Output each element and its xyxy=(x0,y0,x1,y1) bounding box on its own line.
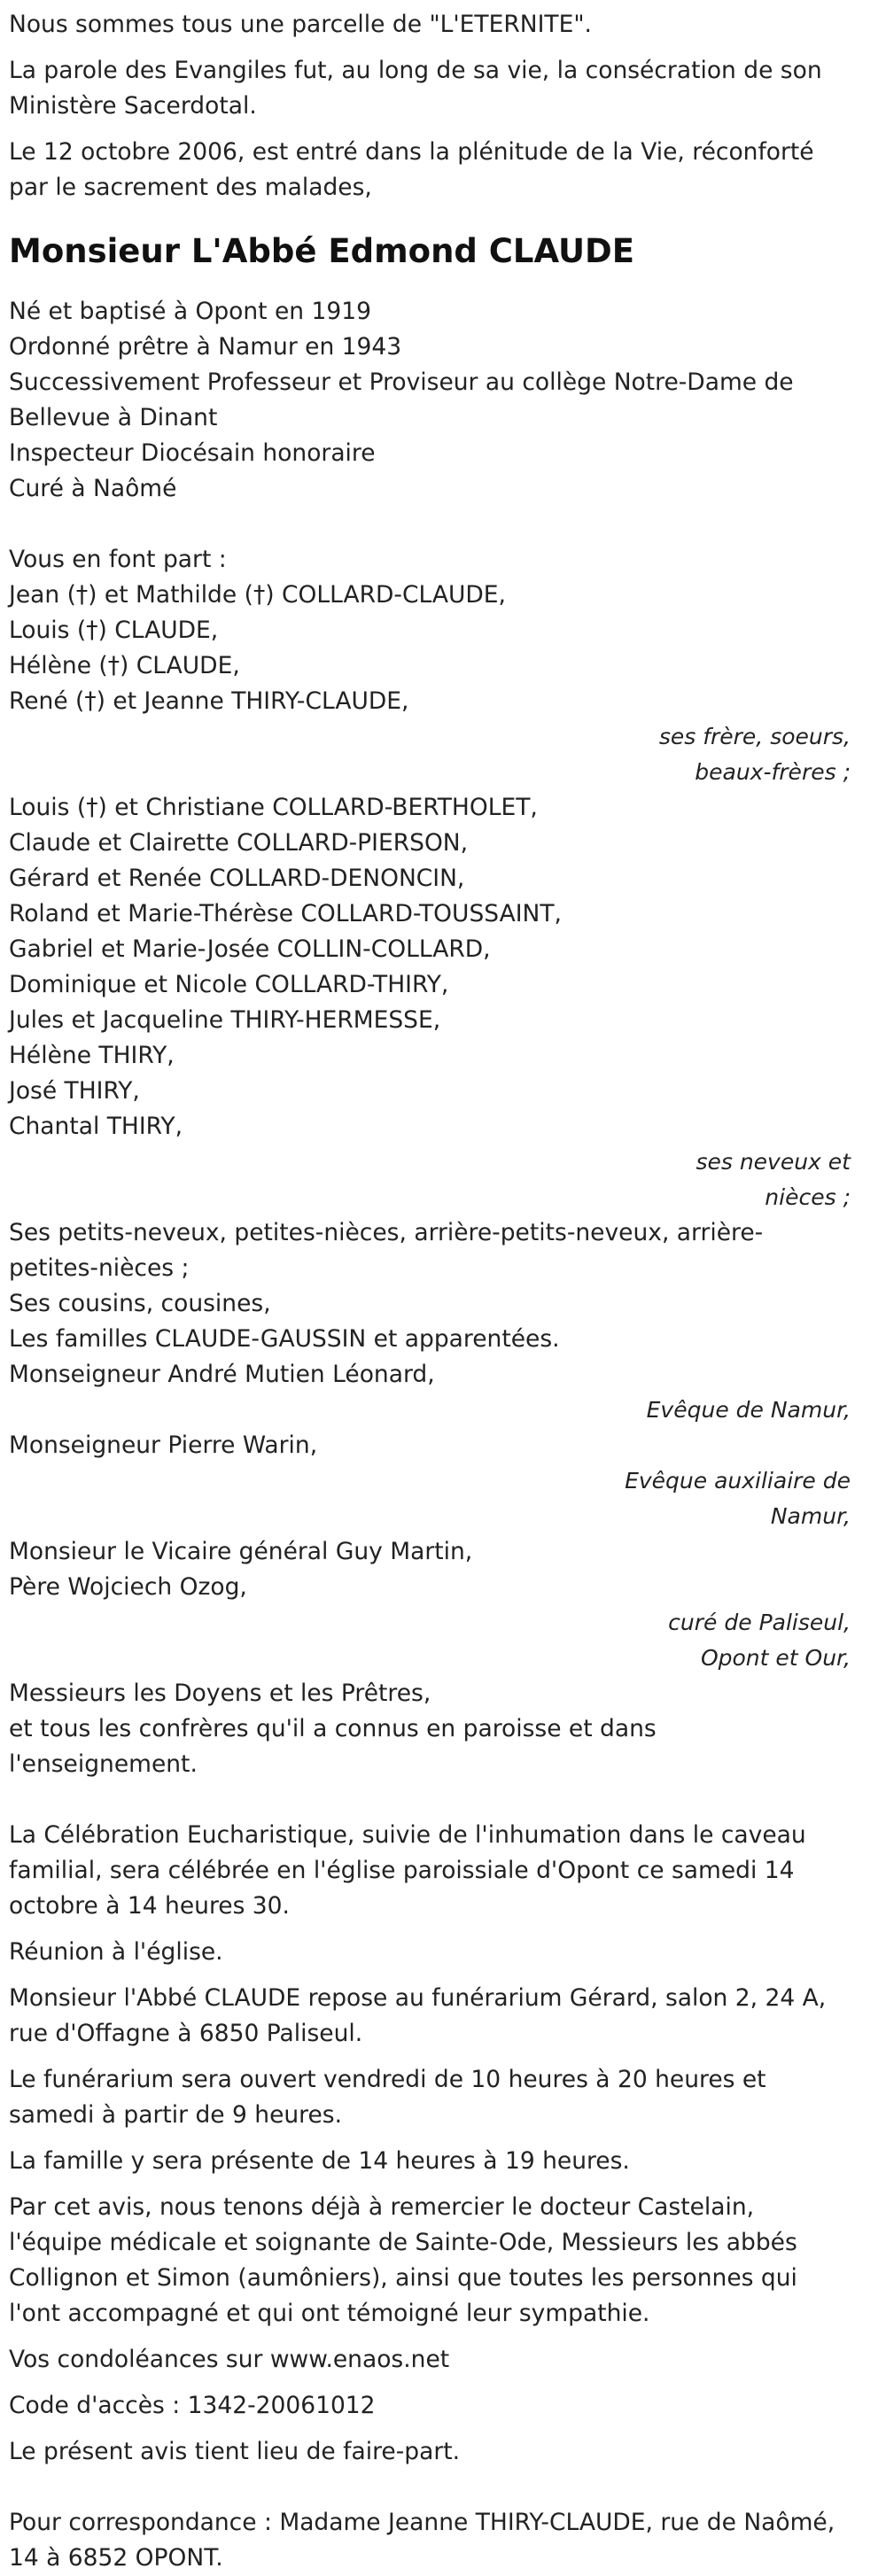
priest-name: Père Wojciech Ozog, xyxy=(9,1573,247,1601)
family-member: Claude et Clairette COLLARD-PIERSON, xyxy=(9,829,469,857)
nephews-role: ses neveux et nièces ; xyxy=(696,1149,851,1210)
bio-line: Inspecteur Diocésain honoraire xyxy=(9,439,376,467)
intro-gospel: La parole des Evangiles fut, au long de sa vie, la consécration de son Ministère Sacerdotal. xyxy=(9,57,822,120)
bishop-name: Monseigneur André Mutien Léonard, xyxy=(9,1361,435,1388)
clergy-line: Messieurs les Doyens et les Prêtres, xyxy=(9,1680,431,1707)
family-member: Dominique et Nicole COLLARD-THIRY, xyxy=(9,971,449,998)
bio-line: Né et baptisé à Opont en 1919 xyxy=(9,298,371,325)
family-member: Gabriel et Marie-Josée COLLIN-COLLARD, xyxy=(9,935,491,963)
intro-eternity: Nous sommes tous une parcelle de "L'ETERNITE". xyxy=(9,11,592,38)
ceremony-celebration: La Célébration Eucharistique, suivie de l'inhumation dans le caveau familial, sera célébrée en l'église paroissiale d'Opont ce samedi 14 octobre à 14 heures 30. xyxy=(9,1821,806,1920)
condolences-website: Vos condoléances sur www.enaos.net xyxy=(9,2346,450,2373)
ceremony-funeral-home: Monsieur l'Abbé CLAUDE repose au funérarium Gérard, salon 2, 24 A, rue d'Offagne à 6850 Paliseul. xyxy=(9,1984,827,2047)
ceremony-thanks: Par cet avis, nous tenons déjà à remercier le docteur Castelain, l'équipe médicale et soignante de Sainte-Ode, Messieurs les abbés Collignon et Simon (aumôniers), ainsi que toutes les personnes qui l'ont accompagné et qui ont témoigné leur sympathie. xyxy=(9,2193,797,2327)
clergy-list xyxy=(9,1676,851,1782)
priest-role: curé de Paliseul, Opont et Our, xyxy=(668,1610,851,1671)
family-member: Louis (†) CLAUDE, xyxy=(9,617,219,644)
aux-bishop-name: Monseigneur Pierre Warin, xyxy=(9,1432,318,1459)
clergy-line: et tous les confrères qu'il a connus en paroisse et dans l'enseignement. xyxy=(9,1715,657,1778)
family-member: Louis (†) et Christiane COLLARD-BERTHOLET, xyxy=(9,794,538,821)
bio-line: Successivement Professeur et Proviseur au collège Notre-Dame de Bellevue à Dinant xyxy=(9,369,794,431)
family-member: José THIRY, xyxy=(9,1077,140,1105)
correspondence-address: Pour correspondance : Madame Jeanne THIRY-CLAUDE, rue de Naômé, 14 à 6852 OPONT. xyxy=(9,2509,835,2572)
family-member: Jean (†) et Mathilde (†) COLLARD-CLAUDE, xyxy=(9,581,506,609)
family-member: Ses cousins, cousines, xyxy=(9,1290,271,1317)
others-list xyxy=(9,1215,851,1393)
nephews-list xyxy=(9,790,851,1144)
family-member: Ses petits-neveux, petites-nièces, arrière-petits-neveux, arrière-petites-nièces ; xyxy=(9,1219,764,1282)
siblings-role: ses frère, soeurs, beaux-frères ; xyxy=(658,724,851,785)
biography xyxy=(9,294,851,507)
vicar-name: Monsieur le Vicaire général Guy Martin, xyxy=(9,1538,473,1565)
family-member: Hélène THIRY, xyxy=(9,1042,175,1069)
deceased-name: Monsieur L'Abbé Edmond CLAUDE xyxy=(9,232,635,270)
family-member: René (†) et Jeanne THIRY-CLAUDE, xyxy=(9,687,409,715)
notice-statement: Le présent avis tient lieu de faire-part. xyxy=(9,2438,461,2465)
bishop-role: Evêque de Namur, xyxy=(646,1397,851,1423)
family-member: Chantal THIRY, xyxy=(9,1113,183,1140)
aux-bishop-role: Evêque auxiliaire de Namur, xyxy=(625,1468,851,1529)
ceremony-family-presence: La famille y sera présente de 14 heures à 19 heures. xyxy=(9,2147,630,2175)
family-member: Gérard et Renée COLLARD-DENONCIN, xyxy=(9,865,465,892)
ceremony-meeting: Réunion à l'église. xyxy=(9,1938,223,1966)
family-member: Les familles CLAUDE-GAUSSIN et apparentées. xyxy=(9,1325,560,1353)
family-member: Roland et Marie-Thérèse COLLARD-TOUSSAINT, xyxy=(9,900,562,927)
announce-heading: Vous en font part : xyxy=(9,546,227,573)
bio-line: Ordonné prêtre à Namur en 1943 xyxy=(9,333,402,361)
access-code: Code d'accès : 1342-20061012 xyxy=(9,2392,376,2419)
family-member: Jules et Jacqueline THIRY-HERMESSE, xyxy=(9,1006,441,1034)
family-member: Hélène (†) CLAUDE, xyxy=(9,652,240,679)
ceremony-opening-hours: Le funérarium sera ouvert vendredi de 10 heures à 20 heures et samedi à partir de 9 heures. xyxy=(9,2066,766,2129)
siblings-list xyxy=(9,578,851,719)
intro-date: Le 12 octobre 2006, est entré dans la plénitude de la Vie, réconforté par le sacrement des malades, xyxy=(9,138,814,201)
bio-line: Curé à Naômé xyxy=(9,475,177,502)
ceremony-details xyxy=(9,1818,851,2470)
